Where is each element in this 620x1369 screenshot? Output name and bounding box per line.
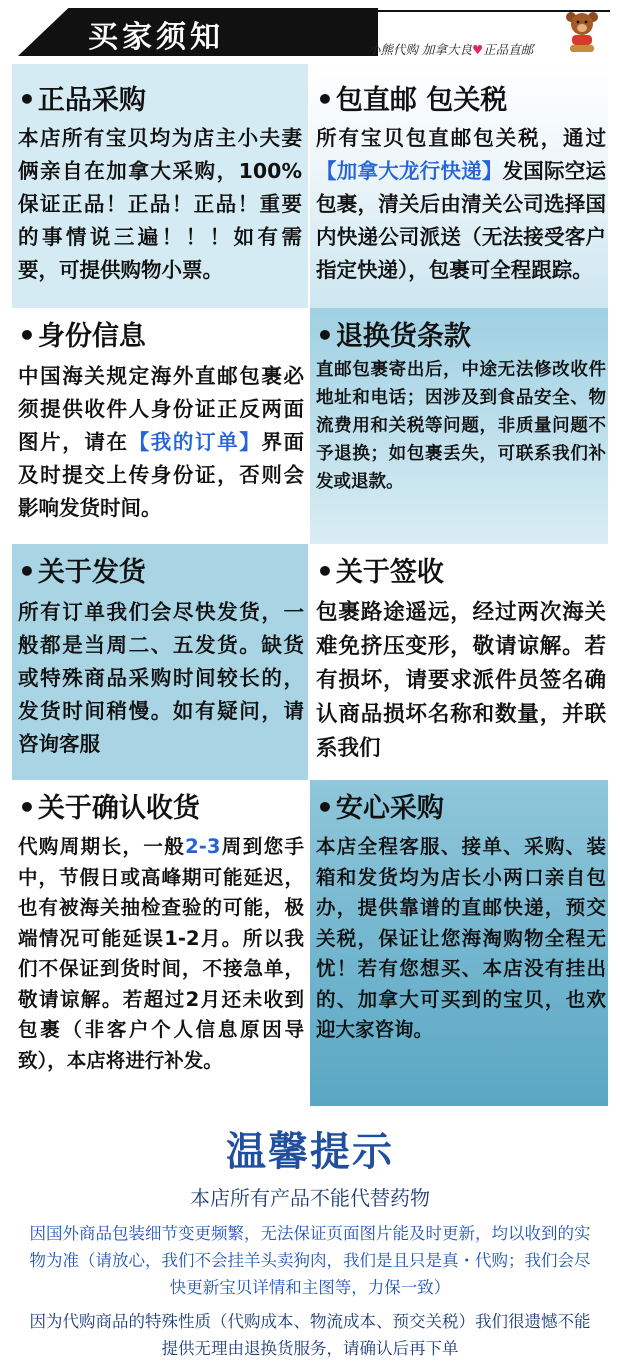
- tips-subtitle: 本店所有产品不能代替药物: [190, 1186, 430, 1210]
- courier-highlight: 【加拿大龙行快递】: [316, 159, 503, 183]
- card-confirm-receipt: [12, 780, 308, 1106]
- card-title: •正品采购: [18, 83, 146, 116]
- card-worry-free: [310, 780, 608, 1106]
- card-delivery: [12, 544, 308, 780]
- bear-logo-icon: [562, 8, 602, 56]
- card-title: •关于发货: [18, 555, 146, 588]
- card-body: 所有宝贝包直邮包关税，通过【加拿大龙行快递】发国际空运包裹，清关后由清关公司选择国内快递公司派送（无法接受客户指定快递），包裹可全程跟踪。: [316, 126, 607, 282]
- card-title: •包直邮 包关税: [316, 83, 508, 116]
- tips-paragraph-returns: 因为代购商品的特殊性质（代购成本、物流成本、预交关税）我们很遗憾不能提供无理由退换货服务，请确认后再下单: [29, 1312, 591, 1358]
- card-receipt: [310, 544, 608, 780]
- card-authentic: [12, 64, 308, 308]
- page-title: 买家须知: [88, 20, 224, 55]
- tips-title: 温馨提示: [226, 1129, 394, 1175]
- weeks-highlight: 2-3: [185, 835, 221, 858]
- card-body: 所有订单我们会尽快发货，一般都是当周二、五发货。缺货或特殊商品采购时间较长的，发货时间稍慢。如有疑问，请咨询客服: [18, 600, 304, 756]
- card-body: 代购周期长，一般2-3周到您手中，节假日或高峰期可能延迟，也有被海关抽检查验的可能，极端情况可能延误1-2月。所以我们不保证到货时间，不接急单，敬请谅解。若超过2月还未收到包裹（非客户个人信息原因导致），本店将进行补发。: [18, 835, 304, 1072]
- my-orders-link: 【我的订单】: [128, 430, 262, 454]
- tagline-left: 小熊代购 加拿大良: [368, 42, 472, 57]
- card-returns: [310, 308, 608, 544]
- page-header: [0, 0, 620, 62]
- tips-paragraph-images: 因国外商品包装细节变更频繁，无法保证页面图片能及时更新，均以收到的实物为准（请放心，我们不会挂羊头卖狗肉，我们是且只是真・代购；我们会尽快更新宝贝详情和主图等，力保一致）: [29, 1224, 591, 1297]
- card-body: 中国海关规定海外直邮包裹必须提供收件人身份证正反两面图片，请在【我的订单】界面及时提交上传身份证，否则会影响发货时间。: [18, 364, 304, 520]
- card-title: •安心采购: [316, 791, 444, 824]
- card-body: 本店所有宝贝均为店主小夫妻俩亲自在加拿大采购，100%保证正品！正品！正品！重要的事情说三遍！！！如有需要，可提供购物小票。: [18, 126, 302, 282]
- card-identity: [12, 308, 308, 544]
- card-title: •关于签收: [316, 555, 444, 588]
- card-body: 包裹路途遥远，经过两次海关难免挤压变形，敬请谅解。若有损坏，请要求派件员签名确认商品损坏名称和数量，并联系我们: [316, 600, 606, 761]
- card-body: 本店全程客服、接单、采购、装箱和发货均为店长小两口亲自包办，提供靠谱的直邮快递，预交关税，保证让您海淘购物全程无忧！若有您想买、本店没有挂出的、加拿大可买到的宝贝，也欢迎大家咨询。: [316, 835, 606, 1041]
- card-body: 直邮包裹寄出后，中途无法修改收件地址和电话；因涉及到食品安全、物流费用和关税等问题，非质量问题不予退换；如包裹丢失，可联系我们补发或退款。: [316, 360, 606, 492]
- card-shipping-tax: [310, 64, 608, 308]
- tagline-right: 正品直邮: [483, 42, 534, 57]
- card-title: •身份信息: [18, 319, 146, 352]
- card-title: •关于确认收货: [18, 791, 200, 824]
- heart-icon: ♥: [471, 42, 484, 57]
- header-tagline: [368, 40, 533, 58]
- card-title: •退换货条款: [316, 319, 471, 352]
